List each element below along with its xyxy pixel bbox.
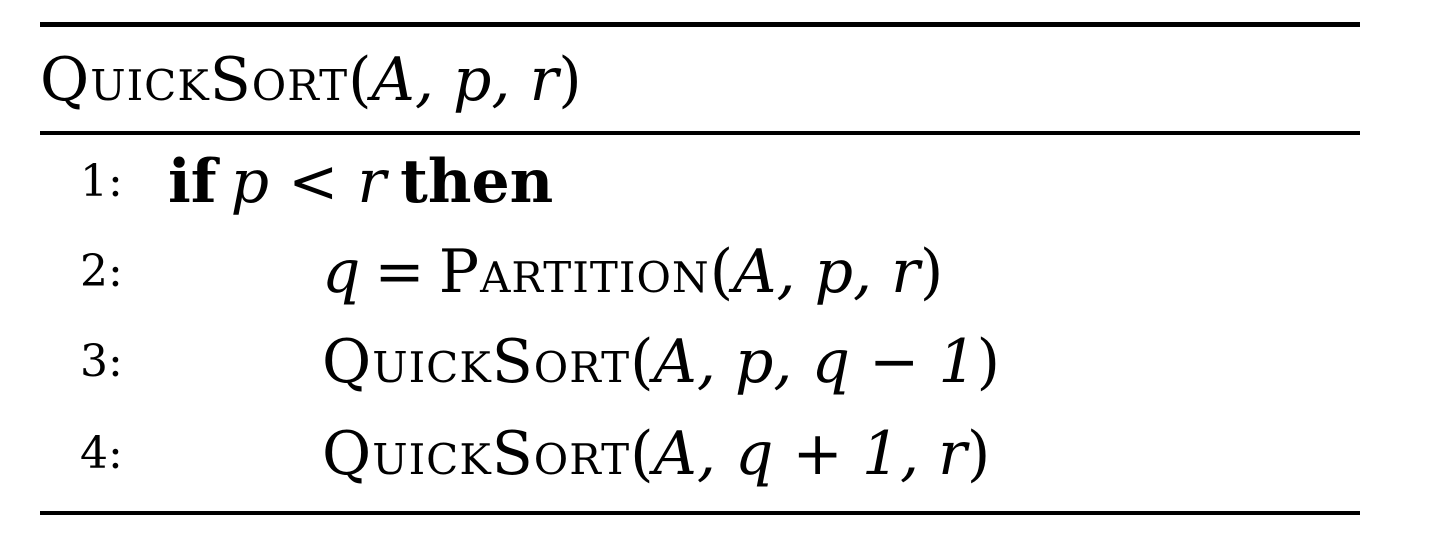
- bottom-rule: [40, 511, 1360, 515]
- call-args: A, p, r: [733, 237, 920, 307]
- procedure-name: QuickSort: [40, 45, 349, 115]
- header-rule: [40, 131, 1360, 135]
- call-name: QuickSort: [322, 327, 631, 397]
- assign-operator: =: [374, 237, 425, 307]
- line-number: 3:: [80, 336, 123, 387]
- line-content: q = Partition(A, p, r): [322, 237, 944, 307]
- procedure-params: A, p, r: [371, 45, 559, 115]
- call-name: Partition: [438, 237, 710, 307]
- line-content: QuickSort(A, q + 1, r): [322, 419, 991, 489]
- keyword-then: then: [400, 147, 554, 217]
- line-number: 1:: [80, 156, 123, 207]
- line-number: 4:: [80, 428, 123, 479]
- call-name: QuickSort: [322, 419, 631, 489]
- line-content: QuickSort(A, p, q − 1): [322, 327, 1000, 397]
- condition: p < r: [230, 147, 387, 217]
- call-args: A, q + 1, r: [653, 419, 967, 489]
- line-content: [168, 142, 553, 222]
- keyword-if: if: [168, 147, 217, 217]
- algorithm-header: QuickSort(A, p, r): [40, 45, 582, 115]
- top-rule: [40, 22, 1360, 27]
- call-args: A, p, q − 1: [653, 327, 977, 397]
- assign-target: q: [322, 237, 361, 307]
- line-number: 2:: [80, 246, 123, 297]
